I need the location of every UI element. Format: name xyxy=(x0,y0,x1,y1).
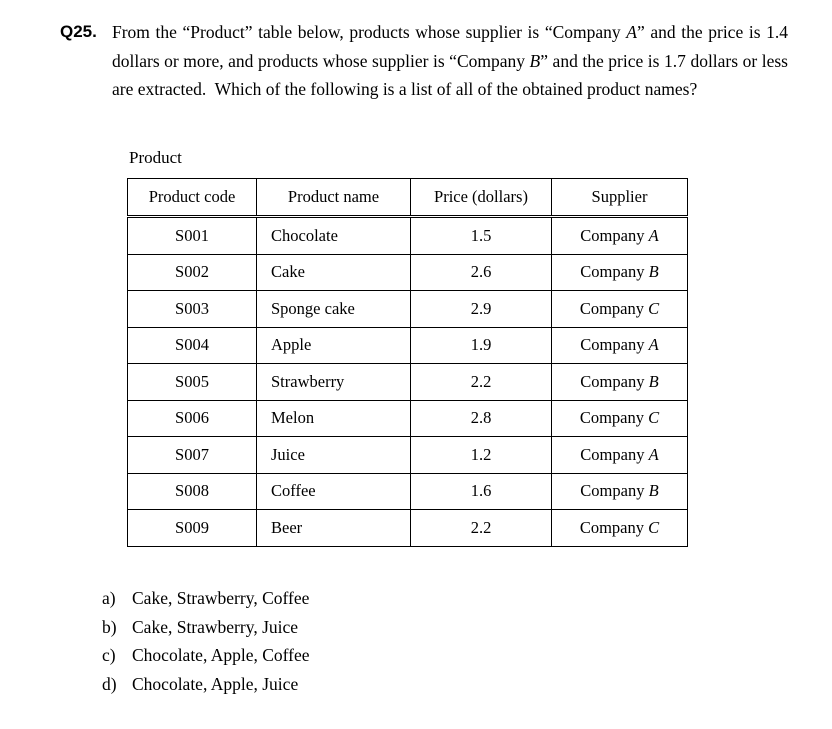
supplier-letter: A xyxy=(648,225,659,245)
cell-supplier xyxy=(552,364,688,401)
table-body xyxy=(128,217,688,547)
choice-b xyxy=(102,613,310,642)
choice-text: Chocolate, Apple, Juice xyxy=(132,674,299,695)
table-row xyxy=(128,510,688,547)
cell-supplier xyxy=(552,291,688,328)
cell-price: 1.2 xyxy=(411,437,552,474)
supplier-letter: B xyxy=(648,371,659,391)
supplier-prefix: Company xyxy=(580,225,649,245)
cell-product-code: S005 xyxy=(128,364,257,401)
cell-supplier xyxy=(552,510,688,547)
header-price: Price (dollars) xyxy=(411,179,552,217)
cell-product-name: Juice xyxy=(257,437,411,474)
choice-text: Chocolate, Apple, Coffee xyxy=(132,645,310,666)
cell-product-name: Cake xyxy=(257,254,411,291)
supplier-letter: A xyxy=(648,444,659,464)
cell-product-code: S004 xyxy=(128,327,257,364)
cell-supplier xyxy=(552,327,688,364)
choice-label: c) xyxy=(102,645,116,666)
supplier-prefix: Company xyxy=(580,444,649,464)
cell-product-name: Chocolate xyxy=(257,217,411,255)
answer-choices xyxy=(102,584,310,699)
cell-product-code: S009 xyxy=(128,510,257,547)
choice-a xyxy=(102,584,310,613)
cell-product-code: S006 xyxy=(128,400,257,437)
supplier-letter: B xyxy=(648,262,659,282)
supplier-letter: C xyxy=(648,517,660,537)
cell-product-name: Melon xyxy=(257,400,411,437)
table-row xyxy=(128,437,688,474)
supplier-prefix: Company xyxy=(580,262,649,282)
supplier-letter: A xyxy=(648,335,659,355)
table-row xyxy=(128,473,688,510)
table-row xyxy=(128,400,688,437)
cell-supplier xyxy=(552,254,688,291)
cell-product-code: S008 xyxy=(128,473,257,510)
header-product-name: Product name xyxy=(257,179,411,217)
cell-supplier xyxy=(552,437,688,474)
cell-product-code: S002 xyxy=(128,254,257,291)
table-header-row xyxy=(128,179,688,217)
cell-product-code: S003 xyxy=(128,291,257,328)
header-product-code: Product code xyxy=(128,179,257,217)
table-caption: Product xyxy=(129,148,182,167)
cell-price: 1.5 xyxy=(411,217,552,255)
header-supplier: Supplier xyxy=(552,179,688,217)
cell-product-name: Strawberry xyxy=(257,364,411,401)
cell-product-name: Sponge cake xyxy=(257,291,411,328)
product-table xyxy=(127,178,688,547)
question-block xyxy=(60,18,788,104)
cell-price: 1.9 xyxy=(411,327,552,364)
supplier-prefix: Company xyxy=(580,335,649,355)
cell-price: 2.9 xyxy=(411,291,552,328)
supplier-prefix: Company xyxy=(580,481,649,501)
cell-product-code: S001 xyxy=(128,217,257,255)
choice-label: b) xyxy=(102,616,117,637)
cell-price: 2.2 xyxy=(411,364,552,401)
choice-d xyxy=(102,670,310,699)
question-number: Q25. xyxy=(60,22,97,41)
choice-label: d) xyxy=(102,674,117,695)
cell-supplier xyxy=(552,217,688,255)
cell-supplier xyxy=(552,473,688,510)
supplier-prefix: Company xyxy=(579,298,649,318)
cell-product-name: Coffee xyxy=(257,473,411,510)
cell-price: 1.6 xyxy=(411,473,552,510)
cell-product-code: S007 xyxy=(128,437,257,474)
choice-label: a) xyxy=(102,588,116,608)
table-row xyxy=(128,364,688,401)
cell-product-name: Apple xyxy=(257,327,411,364)
choice-c xyxy=(102,641,310,670)
cell-product-name: Beer xyxy=(257,510,411,547)
table-row xyxy=(128,327,688,364)
table-row xyxy=(128,217,688,255)
choice-text: Cake, Strawberry, Juice xyxy=(132,616,299,637)
table-row xyxy=(128,254,688,291)
table-row xyxy=(128,291,688,328)
supplier-letter: B xyxy=(648,481,659,501)
choice-text: Cake, Strawberry, Coffee xyxy=(132,588,310,608)
question-text: From the “Product” table below, products whose supplier is “Company A” and the price is 1.4 dollars or more, and products whose supplier is “Company B” and the price is 1.7 dollars or less are extracted. Which of the following is a list of all of the obtained product names? xyxy=(112,22,788,100)
cell-price: 2.8 xyxy=(411,400,552,437)
cell-price: 2.2 xyxy=(411,510,552,547)
cell-price: 2.6 xyxy=(411,254,552,291)
supplier-letter: C xyxy=(648,298,660,318)
supplier-prefix: Company xyxy=(579,517,649,537)
cell-supplier xyxy=(552,400,688,437)
supplier-prefix: Company xyxy=(580,371,649,391)
supplier-letter: C xyxy=(648,408,660,428)
supplier-prefix: Company xyxy=(579,408,649,428)
